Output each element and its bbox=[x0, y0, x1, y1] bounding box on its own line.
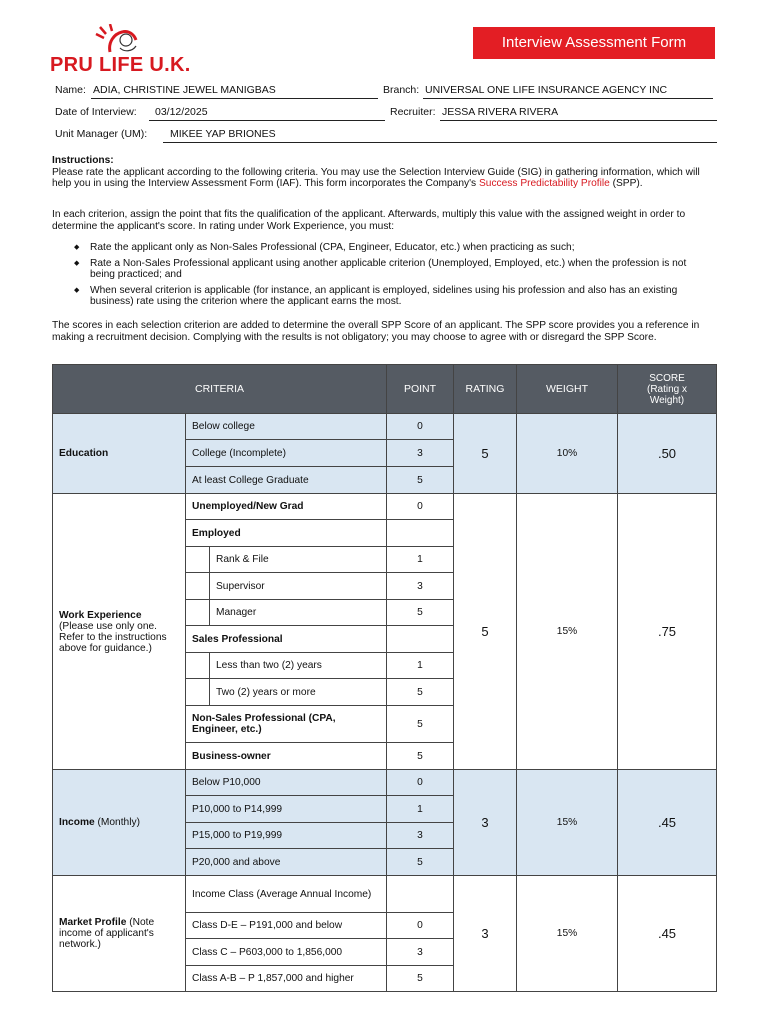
instructions-p1-a: Please rate the applicant according to the following criteria. You may use the Selection Interview Guide (SIG) in gathering information, which will help you in using the Interview Assessment Form (IAF). This form incorporates the Company's bbox=[52, 166, 700, 190]
table-row bbox=[53, 414, 717, 440]
criterion-text: Non-Sales Professional (CPA, Engineer, etc.) bbox=[186, 706, 387, 743]
name-label: Name: bbox=[55, 84, 86, 96]
pru-life-logo bbox=[50, 24, 200, 78]
criterion-text: Less than two (2) years bbox=[210, 653, 387, 679]
recruiter-field bbox=[390, 106, 717, 118]
instructions-block bbox=[52, 155, 717, 190]
criterion-point: 5 bbox=[387, 467, 454, 494]
table-row bbox=[53, 770, 717, 796]
criterion-text: Unemployed/New Grad bbox=[186, 494, 387, 520]
criterion-point: 5 bbox=[387, 966, 454, 992]
criterion-point: 3 bbox=[387, 823, 454, 849]
criterion-text: Below college bbox=[186, 414, 387, 440]
table-row bbox=[53, 876, 717, 913]
criterion-text: College (Incomplete) bbox=[186, 440, 387, 467]
market-rating[interactable]: 3 bbox=[454, 876, 517, 992]
criterion-text: Manager bbox=[210, 600, 387, 626]
income-rating[interactable]: 3 bbox=[454, 770, 517, 876]
logo-text: PRU LIFE U.K. bbox=[50, 54, 191, 76]
recruiter-value: JESSA RIVERA RIVERA bbox=[442, 106, 559, 118]
criterion-point: 5 bbox=[387, 706, 454, 743]
criterion-text: P10,000 to P14,999 bbox=[186, 796, 387, 823]
header-point: POINT bbox=[387, 365, 454, 414]
recruiter-label: Recruiter: bbox=[390, 106, 436, 118]
table-header-row bbox=[53, 365, 717, 414]
instructions-heading: Instructions: bbox=[52, 155, 114, 166]
criterion-point: 1 bbox=[387, 653, 454, 679]
income-label: Income (Monthly) bbox=[53, 770, 186, 876]
income-score: .45 bbox=[618, 770, 717, 876]
criterion-point: 1 bbox=[387, 796, 454, 823]
bullet-item: ◆ When several criterion is applicable (for instance, an applicant is employed, sidelines using his profession and also has an existing business) rate using the criterion where the applicant earns the most. bbox=[74, 285, 714, 308]
criterion-subheading: Sales Professional bbox=[186, 626, 387, 653]
work-rating[interactable]: 5 bbox=[454, 494, 517, 770]
criterion-text: Rank & File bbox=[210, 547, 387, 573]
criterion-point: 3 bbox=[387, 440, 454, 467]
branch-field bbox=[383, 84, 715, 96]
bullet-item: ◆ Rate a Non-Sales Professional applicant using another applicable criterion (Unemployed, Employed, etc.) when the profession is not being practiced; and bbox=[74, 258, 714, 281]
table-row bbox=[53, 494, 717, 520]
criteria-table bbox=[52, 364, 717, 992]
work-experience-label: Work Experience (Please use only one. Refer to the instructions above for guidance.) bbox=[53, 494, 186, 770]
instructions-p2: In each criterion, assign the point that fits the qualification of the applicant. Afterwards, multiply this value with the assigned weight in order to determine the applicant's score. In rating under Work Experience, you must: bbox=[52, 209, 686, 232]
work-weight: 15% bbox=[517, 494, 618, 770]
criterion-text: At least College Graduate bbox=[186, 467, 387, 494]
branch-value: UNIVERSAL ONE LIFE INSURANCE AGENCY INC bbox=[425, 84, 668, 96]
instructions-p1-b: (SPP). bbox=[609, 178, 643, 190]
work-score: .75 bbox=[618, 494, 717, 770]
header-criteria: CRITERIA bbox=[53, 365, 387, 414]
date-label: Date of Interview: bbox=[55, 106, 137, 118]
lady-liberty-icon bbox=[90, 24, 150, 54]
form-title: Interview Assessment Form bbox=[473, 27, 715, 59]
criterion-text: Business-owner bbox=[186, 743, 387, 770]
education-weight: 10% bbox=[517, 414, 618, 494]
income-weight: 15% bbox=[517, 770, 618, 876]
criterion-point: 3 bbox=[387, 573, 454, 600]
header-weight: WEIGHT bbox=[517, 365, 618, 414]
criterion-text: Two (2) years or more bbox=[210, 679, 387, 706]
instructions-bullets bbox=[74, 242, 714, 312]
market-score: .45 bbox=[618, 876, 717, 992]
criterion-point: 0 bbox=[387, 913, 454, 939]
criterion-text: Below P10,000 bbox=[186, 770, 387, 796]
criterion-point: 0 bbox=[387, 770, 454, 796]
branch-label: Branch: bbox=[383, 84, 420, 96]
criterion-point: 5 bbox=[387, 679, 454, 706]
criterion-point: 3 bbox=[387, 939, 454, 966]
criterion-text: Class A-B – P 1,857,000 and higher bbox=[186, 966, 387, 992]
criterion-point: 5 bbox=[387, 600, 454, 626]
criterion-point: 5 bbox=[387, 849, 454, 876]
criterion-text: Class D-E – P191,000 and below bbox=[186, 913, 387, 939]
criterion-point bbox=[387, 876, 454, 913]
bullet-item: ◆ Rate the applicant only as Non-Sales Professional (CPA, Engineer, Educator, etc.) when practicing as such; bbox=[74, 242, 714, 254]
criterion-point: 5 bbox=[387, 743, 454, 770]
market-profile-label: Market Profile (Note income of applicant's network.) bbox=[53, 876, 186, 992]
date-value: 03/12/2025 bbox=[155, 106, 208, 118]
header-rating: RATING bbox=[454, 365, 517, 414]
instructions-p3: The scores in each selection criterion are added to determine the overall SPP Score of an applicant. The SPP score provides you a reference in making a recruitment decision. Complying with the results is not obligatory; you may choose to agree with or disregard the SPP Score. bbox=[52, 320, 700, 343]
criterion-text: P15,000 to P19,999 bbox=[186, 823, 387, 849]
name-value: ADIA, CHRISTINE JEWEL MANIGBAS bbox=[93, 84, 276, 96]
criterion-point: 1 bbox=[387, 547, 454, 573]
criterion-subheading: Employed bbox=[186, 520, 387, 547]
name-field bbox=[55, 84, 380, 96]
date-field bbox=[55, 106, 385, 118]
criterion-text: Supervisor bbox=[210, 573, 387, 600]
criterion-text: P20,000 and above bbox=[186, 849, 387, 876]
criterion-text: Income Class (Average Annual Income) bbox=[186, 876, 387, 913]
education-rating[interactable]: 5 bbox=[454, 414, 517, 494]
header-score: SCORE (Rating x Weight) bbox=[618, 365, 717, 414]
criterion-text: Class C – P603,000 to 1,856,000 bbox=[186, 939, 387, 966]
market-weight: 15% bbox=[517, 876, 618, 992]
education-label: Education bbox=[53, 414, 186, 494]
spp-link[interactable]: Success Predictability Profile bbox=[478, 178, 610, 190]
unit-manager-field bbox=[55, 128, 717, 140]
unit-manager-label: Unit Manager (UM): bbox=[55, 128, 148, 140]
criterion-point: 0 bbox=[387, 414, 454, 440]
unit-manager-value: MIKEE YAP BRIONES bbox=[170, 128, 276, 140]
education-score: .50 bbox=[618, 414, 717, 494]
criterion-point: 0 bbox=[387, 494, 454, 520]
